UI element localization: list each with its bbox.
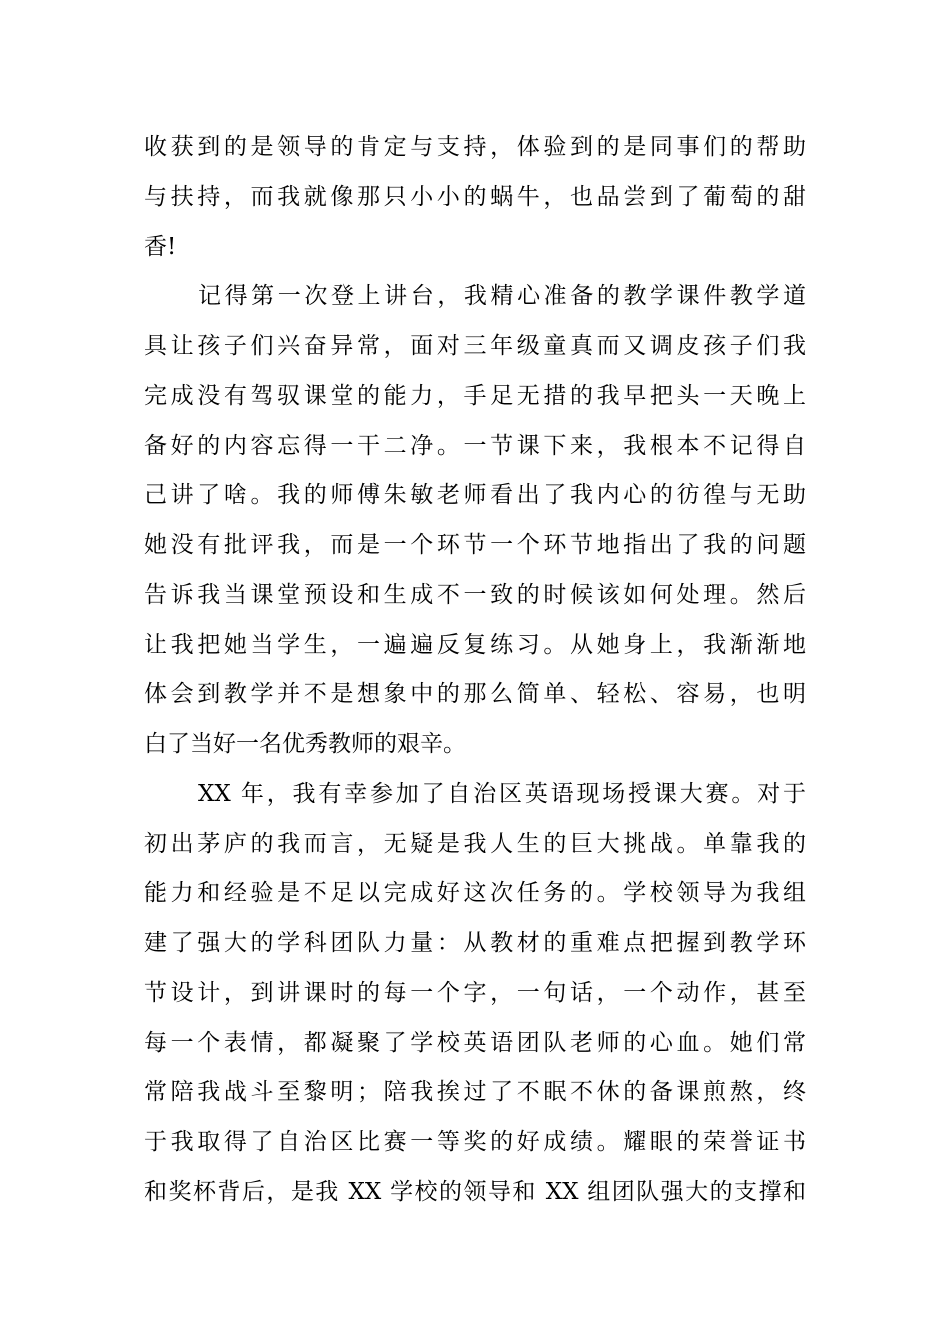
paragraph [144,770,806,1218]
text-line: 白了当好一名优秀教师的艰辛。 [144,731,466,757]
text-line: 香! [144,233,177,260]
text-line: 备好的内容忘得一干二净。一节课下来，我根本不记得自 [144,432,806,459]
text-line: 能力和经验是不足以完成好这次任务的。学校领导为我组 [144,880,806,907]
text-line: 完成没有驾驭课堂的能力，手足无措的我早把头一天晚上 [144,382,806,409]
paragraph [144,272,806,770]
text-line: 每一个表情，都凝聚了学校英语团队老师的心血。她们常 [144,1029,806,1056]
text-line: 具让孩子们兴奋异常，面对三年级童真而又调皮孩子们我 [144,333,806,359]
text-line: 节设计，到讲课时的每一个字，一句话，一个动作，甚至 [144,979,806,1006]
text-line: 己讲了啥。我的师傅朱敏老师看出了我内心的彷徨与无助 [144,482,806,509]
text-line: 她没有批评我，而是一个环节一个环节地指出了我的问题 [144,532,806,558]
text-line: 让我把她当学生，一遍遍反复练习。从她身上，我渐渐地 [144,631,806,658]
text-line: 记得第一次登上讲台，我精心准备的教学课件教学道 [198,283,806,310]
document-text [144,123,806,1218]
paragraph [144,123,806,272]
text-line: 于我取得了自治区比赛一等奖的好成绩。耀眼的荣誉证书 [144,1129,806,1155]
text-line: 建了强大的学科团队力量：从教材的重难点把握到教学环 [144,930,806,956]
text-line: 常陪我战斗至黎明；陪我挨过了不眠不休的备课煎熬，终 [144,1079,806,1106]
text-line: 收获到的是领导的肯定与支持，体验到的是同事们的帮助 [144,134,806,160]
text-line: XX 年，我有幸参加了自治区英语现场授课大赛。对于 [198,780,806,807]
text-line: 初出茅庐的我而言，无疑是我人生的巨大挑战。单靠我的 [144,830,806,857]
text-line: 和奖杯背后，是我 XX 学校的领导和 XX 组团队强大的支撑和 [144,1178,806,1205]
text-line: 告诉我当课堂预设和生成不一致的时候该如何处理。然后 [144,581,806,608]
text-line: 与扶持，而我就像那只小小的蜗牛，也品尝到了葡萄的甜 [144,183,806,210]
text-line: 体会到教学并不是想象中的那么简单、轻松、容易，也明 [144,681,806,708]
